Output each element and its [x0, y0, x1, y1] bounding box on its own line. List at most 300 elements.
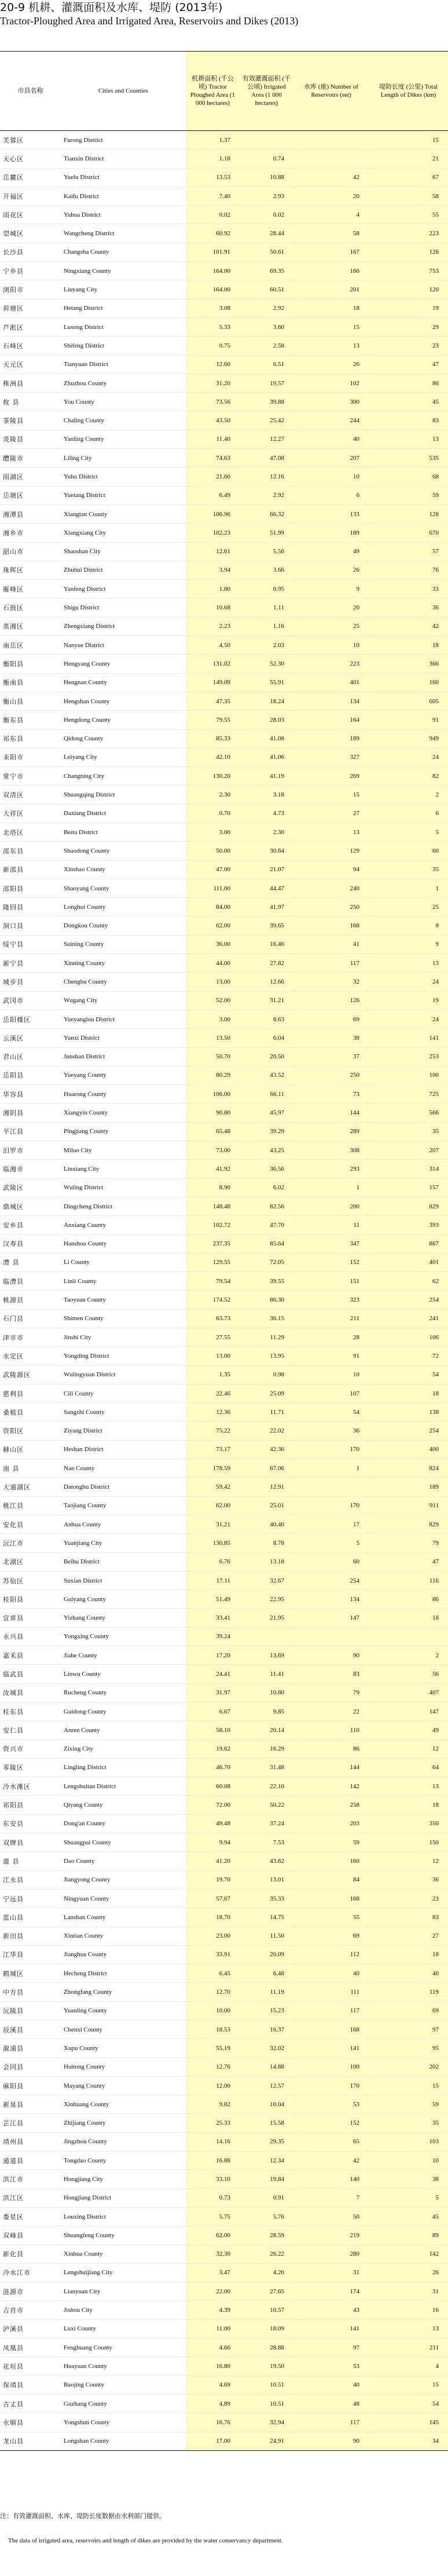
cell-name-cn: 芙蓉区: [0, 131, 61, 149]
cell-name-en: Hengyang County: [61, 655, 186, 673]
cell-dike-length: 34: [369, 2432, 448, 2450]
cell-reservoirs: 69: [293, 1010, 369, 1028]
cell-reservoirs: 60: [293, 1552, 369, 1571]
cell-reservoirs: 141: [293, 2319, 369, 2338]
cell-name-cn: 蒸湘区: [0, 617, 61, 635]
cell-name-cn: 湘潭县: [0, 505, 61, 523]
cell-name-en: Yanling County: [61, 430, 186, 448]
table-row: [0, 1721, 448, 1740]
cell-irrigated-area: 31.48: [240, 1758, 293, 1777]
cell-irrigated-area: 2.93: [240, 187, 293, 205]
cell-tractor-ploughed-area: 13.53: [186, 168, 240, 187]
cell-reservoirs: [293, 1627, 369, 1646]
cell-name-cn: 娄星区: [0, 2207, 61, 2226]
cell-name-en: Ningxiang County: [61, 262, 186, 280]
cell-name-cn: 资兴市: [0, 1740, 61, 1758]
cell-tractor-ploughed-area: 3.47: [186, 2263, 240, 2282]
cell-tractor-ploughed-area: 22.46: [186, 1384, 240, 1402]
cell-irrigated-area: 2.03: [240, 636, 293, 655]
cell-name-cn: 珠晖区: [0, 561, 61, 579]
cell-reservoirs: 42: [293, 168, 369, 187]
table-row: [0, 2376, 448, 2394]
cell-name-cn: 华容县: [0, 1085, 61, 1104]
cell-name-en: Yuhu District: [61, 467, 186, 486]
cell-tractor-ploughed-area: 11.00: [186, 2319, 240, 2338]
cell-irrigated-area: 82.56: [240, 1197, 293, 1215]
table-row: [0, 2170, 448, 2188]
cell-name-cn: 津市市: [0, 1328, 61, 1347]
cell-irrigated-area: 10.80: [240, 1683, 293, 1702]
cell-name-cn: 东安县: [0, 1814, 61, 1833]
cell-reservoirs: 144: [293, 1758, 369, 1777]
cell-name-cn: 武冈市: [0, 991, 61, 1010]
cell-name-cn: 衡东县: [0, 711, 61, 729]
cell-name-en: Rucheng County: [61, 1683, 186, 1702]
cell-irrigated-area: 19.84: [240, 2170, 293, 2188]
cell-reservoirs: 4: [293, 206, 369, 224]
cell-name-cn: 永定区: [0, 1347, 61, 1365]
cell-tractor-ploughed-area: 1.35: [186, 1365, 240, 1384]
cell-name-en: Yuetang District: [61, 486, 186, 505]
cell-tractor-ploughed-area: 36.00: [186, 935, 240, 953]
table-row: [0, 1104, 448, 1122]
table-row: [0, 1758, 448, 1777]
cell-reservoirs: 126: [293, 991, 369, 1010]
cell-dike-length: 27: [369, 1927, 448, 1945]
cell-name-en: Yuelu District: [61, 168, 186, 187]
cell-tractor-ploughed-area: 59.42: [186, 1478, 240, 1496]
cell-name-en: Longshan County: [61, 2432, 186, 2450]
cell-reservoirs: 86: [293, 1740, 369, 1758]
cell-dike-length: 829: [369, 1515, 448, 1533]
cell-irrigated-area: 3.18: [240, 785, 293, 804]
cell-irrigated-area: 51.99: [240, 524, 293, 542]
cell-name-en: Lianyuan City: [61, 2282, 186, 2301]
cell-name-en: Yongxing County: [61, 1627, 186, 1646]
cell-reservoirs: 152: [293, 2114, 369, 2132]
cell-name-en: Dongkou County: [61, 916, 186, 935]
cell-name-en: Yunxi District: [61, 1029, 186, 1047]
cell-name-cn: 冷水滩区: [0, 1777, 61, 1796]
cell-name-en: Zhijiang County: [61, 2114, 186, 2132]
cell-dike-length: 254: [369, 1291, 448, 1309]
cell-irrigated-area: 19.57: [240, 374, 293, 392]
cell-tractor-ploughed-area: 14.16: [186, 2132, 240, 2151]
table-row: [0, 2151, 448, 2170]
table-row: [0, 1047, 448, 1066]
cell-name-cn: 天心区: [0, 149, 61, 168]
cell-name-cn: 湘乡市: [0, 524, 61, 542]
cell-tractor-ploughed-area: 129.55: [186, 1253, 240, 1271]
cell-tractor-ploughed-area: 5.75: [186, 2207, 240, 2226]
cell-name-en: Tongdao County: [61, 2151, 186, 2170]
cell-name-en: Luxi County: [61, 2319, 186, 2338]
cell-name-en: Zixing City: [61, 1740, 186, 1758]
cell-reservoirs: 168: [293, 1889, 369, 1908]
cell-irrigated-area: 85.64: [240, 1234, 293, 1253]
cell-irrigated-area: 20.50: [240, 1047, 293, 1066]
cell-reservoirs: 55: [293, 1908, 369, 1927]
cell-dike-length: 4: [369, 2357, 448, 2376]
table-row: [0, 149, 448, 168]
cell-name-en: Junshan District: [61, 1047, 186, 1066]
cell-irrigated-area: 12.27: [240, 430, 293, 448]
cell-name-cn: 武陵源区: [0, 1365, 61, 1384]
cell-name-cn: 桃源县: [0, 1291, 61, 1309]
cell-dike-length: 147: [369, 1702, 448, 1720]
cell-tractor-ploughed-area: 73.56: [186, 393, 240, 411]
table-row: [0, 1010, 448, 1028]
cell-tractor-ploughed-area: 174.52: [186, 1291, 240, 1309]
cell-irrigated-area: 66.32: [240, 505, 293, 523]
cell-tractor-ploughed-area: 4.39: [186, 2301, 240, 2319]
cell-name-cn: 大通湖区: [0, 1478, 61, 1496]
cell-name-cn: 吉首市: [0, 2301, 61, 2319]
cell-name-cn: 保靖县: [0, 2376, 61, 2394]
cell-irrigated-area: 47.70: [240, 1216, 293, 1234]
cell-tractor-ploughed-area: 0.02: [186, 206, 240, 224]
cell-name-en: Guzhang County: [61, 2394, 186, 2413]
cell-dike-length: 605: [369, 692, 448, 710]
cell-reservoirs: 147: [293, 1609, 369, 1627]
table-row: [0, 1253, 448, 1271]
cell-name-cn: 衡阳县: [0, 655, 61, 673]
cell-reservoirs: 327: [293, 748, 369, 766]
cell-name-cn: 双清区: [0, 785, 61, 804]
cell-irrigated-area: 25.09: [240, 1384, 293, 1402]
table-row: [0, 1590, 448, 1609]
cell-name-cn: 宁远县: [0, 1889, 61, 1908]
cell-reservoirs: 83: [293, 1665, 369, 1683]
cell-dike-length: 19: [369, 299, 448, 317]
cell-name-en: Hongjiang District: [61, 2188, 186, 2207]
cell-tractor-ploughed-area: 33.91: [186, 1945, 240, 1964]
cell-irrigated-area: 4.20: [240, 2263, 293, 2282]
cell-irrigated-area: 6.04: [240, 1029, 293, 1047]
cell-name-en: Xintian County: [61, 1927, 186, 1945]
cell-dike-length: 16: [369, 2301, 448, 2319]
table-row: [0, 711, 448, 729]
cell-irrigated-area: 2.58: [240, 337, 293, 355]
cell-name-en: Shimen County: [61, 1309, 186, 1328]
cell-tractor-ploughed-area: 58.10: [186, 1721, 240, 1740]
cell-name-en: Linxiang City: [61, 1160, 186, 1178]
cell-name-en: Tianyuan District: [61, 355, 186, 374]
cell-reservoirs: 203: [293, 1814, 369, 1833]
cell-tractor-ploughed-area: 13.00: [186, 973, 240, 991]
table-row: [0, 2039, 448, 2058]
cell-irrigated-area: 10.51: [240, 2376, 293, 2394]
cell-tractor-ploughed-area: 16.88: [186, 2151, 240, 2170]
table-row: [0, 916, 448, 935]
table-row: [0, 449, 448, 467]
cell-dike-length: 45: [369, 393, 448, 411]
cell-tractor-ploughed-area: 1.18: [186, 149, 240, 168]
cell-irrigated-area: 69.35: [240, 262, 293, 280]
cell-irrigated-area: 32.67: [240, 1571, 293, 1590]
cell-tractor-ploughed-area: 12.60: [186, 355, 240, 374]
table-row: [0, 2319, 448, 2338]
cell-tractor-ploughed-area: 4.50: [186, 636, 240, 655]
cell-irrigated-area: 13.95: [240, 1347, 293, 1365]
cell-name-en: Pingjiang County: [61, 1122, 186, 1141]
cell-irrigated-area: 12.34: [240, 2151, 293, 2170]
cell-dike-length: 82: [369, 767, 448, 785]
cell-irrigated-area: 12.66: [240, 973, 293, 991]
cell-name-cn: 溆浦县: [0, 2039, 61, 2058]
statistics-table: [0, 51, 448, 2451]
table-row: [0, 168, 448, 187]
table-row: [0, 2263, 448, 2282]
cell-reservoirs: 73: [293, 1085, 369, 1104]
cell-name-en: Shuangpai County: [61, 1833, 186, 1852]
cell-name-en: Shigu District: [61, 598, 186, 617]
cell-dike-length: 18: [369, 1609, 448, 1627]
cell-reservoirs: 129: [293, 842, 369, 860]
cell-name-en: Taoyuan County: [61, 1291, 186, 1309]
cell-dike-length: 12: [369, 1852, 448, 1870]
cell-dike-length: 867: [369, 1234, 448, 1253]
cell-name-cn: 安仁县: [0, 1721, 61, 1740]
cell-dike-length: 254: [369, 1422, 448, 1440]
table-row: [0, 785, 448, 804]
cell-irrigated-area: 4.73: [240, 804, 293, 823]
cell-irrigated-area: 35.33: [240, 1889, 293, 1908]
table-row: [0, 1459, 448, 1478]
cell-dike-length: 35: [369, 2114, 448, 2132]
cell-name-en: Hengshan County: [61, 692, 186, 710]
cell-name-cn: 永兴县: [0, 1627, 61, 1646]
cell-tractor-ploughed-area: 12.70: [186, 1983, 240, 2001]
cell-tractor-ploughed-area: 7.40: [186, 187, 240, 205]
cell-name-en: Fenghuang County: [61, 2339, 186, 2357]
table-row: [0, 2076, 448, 2095]
cell-name-cn: 鹤城区: [0, 1964, 61, 1983]
table-row: [0, 1964, 448, 1983]
cell-irrigated-area: 16.46: [240, 935, 293, 953]
cell-name-en: Xinhua County: [61, 2245, 186, 2263]
cell-name-cn: 沅陵县: [0, 2001, 61, 2020]
cell-dike-length: 42: [369, 617, 448, 635]
cell-irrigated-area: 1.11: [240, 598, 293, 617]
cell-name-cn: 君山区: [0, 1047, 61, 1066]
cell-reservoirs: 97: [293, 2339, 369, 2357]
cell-tractor-ploughed-area: 55.19: [186, 2039, 240, 2058]
cell-dike-length: 24: [369, 973, 448, 991]
cell-irrigated-area: 11.19: [240, 1983, 293, 2001]
cell-name-en: Lengshuijiang City: [61, 2263, 186, 2282]
cell-tractor-ploughed-area: 12.00: [186, 2076, 240, 2095]
cell-tractor-ploughed-area: 2.30: [186, 785, 240, 804]
cell-irrigated-area: 9.85: [240, 1702, 293, 1720]
cell-irrigated-area: 6.02: [240, 1178, 293, 1197]
cell-name-en: Longhui County: [61, 898, 186, 916]
cell-reservoirs: 40: [293, 430, 369, 448]
cell-irrigated-area: 18.24: [240, 692, 293, 710]
table-row: [0, 486, 448, 505]
table-row: [0, 991, 448, 1010]
cell-irrigated-area: 10.88: [240, 168, 293, 187]
cell-dike-length: 58: [369, 187, 448, 205]
cell-irrigated-area: 6.51: [240, 355, 293, 374]
table-row: [0, 1216, 448, 1234]
cell-name-en: Xinning County: [61, 954, 186, 973]
cell-dike-length: 253: [369, 1047, 448, 1066]
cell-tractor-ploughed-area: 0.73: [186, 2188, 240, 2207]
table-row: [0, 131, 448, 149]
cell-name-en: Qiyang County: [61, 1796, 186, 1814]
table-row: [0, 1066, 448, 1084]
cell-reservoirs: 42: [293, 2151, 369, 2170]
cell-irrigated-area: 8.63: [240, 1010, 293, 1028]
cell-dike-length: 13: [369, 2319, 448, 2338]
cell-dike-length: 566: [369, 1104, 448, 1122]
cell-name-cn: 开福区: [0, 187, 61, 205]
cell-reservoirs: 50: [293, 2207, 369, 2226]
cell-dike-length: 725: [369, 1085, 448, 1104]
cell-dike-length: 119: [369, 1983, 448, 2001]
cell-name-en: Lusong District: [61, 317, 186, 336]
cell-irrigated-area: 21.95: [240, 1609, 293, 1627]
cell-dike-length: 40: [369, 1964, 448, 1983]
table-row: [0, 580, 448, 598]
cell-name-cn: 蓝山县: [0, 1908, 61, 1927]
cell-name-en: Changning City: [61, 767, 186, 785]
cell-reservoirs: 54: [293, 1403, 369, 1422]
cell-tractor-ploughed-area: 148.48: [186, 1197, 240, 1215]
cell-name-en: Nan County: [61, 1459, 186, 1478]
table-row: [0, 2001, 448, 2020]
table-row: [0, 1889, 448, 1908]
cell-name-en: Lengshuitan District: [61, 1777, 186, 1796]
cell-dike-length: 141: [369, 1029, 448, 1047]
cell-dike-length: 54: [369, 1365, 448, 1384]
cell-reservoirs: 111: [293, 1983, 369, 2001]
cell-irrigated-area: 11.50: [240, 1927, 293, 1945]
cell-reservoirs: 200: [293, 1197, 369, 1215]
cell-reservoirs: 170: [293, 1496, 369, 1515]
cell-irrigated-area: 55.91: [240, 673, 293, 692]
cell-dike-length: 18: [369, 1945, 448, 1964]
cell-name-cn: 长沙县: [0, 243, 61, 261]
table-row: [0, 1178, 448, 1197]
cell-dike-length: 26: [369, 2263, 448, 2282]
cell-reservoirs: 269: [293, 767, 369, 785]
cell-irrigated-area: 13.01: [240, 1870, 293, 1889]
table-row: [0, 2357, 448, 2376]
cell-name-cn: 双牌县: [0, 1833, 61, 1852]
cell-name-cn: 江永县: [0, 1870, 61, 1889]
cell-name-en: Wugang City: [61, 991, 186, 1010]
cell-name-cn: 涟源市: [0, 2282, 61, 2301]
cell-dike-length: 76: [369, 561, 448, 579]
cell-irrigated-area: 20.09: [240, 1945, 293, 1964]
table-row: [0, 524, 448, 542]
cell-irrigated-area: 72.05: [240, 1253, 293, 1271]
cell-dike-length: 911: [369, 1496, 448, 1515]
cell-tractor-ploughed-area: 42.10: [186, 748, 240, 766]
cell-name-cn: 桃江县: [0, 1496, 61, 1515]
cell-tractor-ploughed-area: 17.11: [186, 1571, 240, 1590]
table-row: [0, 1627, 448, 1646]
cell-name-en: Huayuan County: [61, 2357, 186, 2376]
cell-irrigated-area: 12.91: [240, 1478, 293, 1496]
cell-tractor-ploughed-area: 62.00: [186, 1496, 240, 1515]
table-row: [0, 2339, 448, 2357]
cell-reservoirs: 32: [293, 973, 369, 991]
cell-reservoirs: 223: [293, 655, 369, 673]
cell-dike-length: 95: [369, 2039, 448, 2058]
cell-irrigated-area: 16.37: [240, 2020, 293, 2038]
cell-name-en: Yongding District: [61, 1347, 186, 1365]
cell-dike-length: 23: [369, 337, 448, 355]
cell-reservoirs: 18: [293, 299, 369, 317]
cell-irrigated-area: 37.24: [240, 1814, 293, 1833]
cell-dike-length: 69: [369, 2001, 448, 2020]
cell-name-cn: 南岳区: [0, 636, 61, 655]
cell-dike-length: 138: [369, 1403, 448, 1422]
cell-reservoirs: 102: [293, 374, 369, 392]
cell-name-cn: 汨罗市: [0, 1141, 61, 1160]
cell-tractor-ploughed-area: 27.55: [186, 1328, 240, 1347]
cell-irrigated-area: 41.08: [240, 729, 293, 748]
cell-dike-length: 72: [369, 1347, 448, 1365]
table-row: [0, 1365, 448, 1384]
cell-name-en: Chaling County: [61, 411, 186, 430]
cell-dike-length: 949: [369, 729, 448, 748]
cell-irrigated-area: 12.57: [240, 2076, 293, 2095]
table-row: [0, 2207, 448, 2226]
cell-tractor-ploughed-area: 31.21: [186, 1515, 240, 1533]
cell-name-cn: 桂阳县: [0, 1590, 61, 1609]
cell-dike-length: 23: [369, 1889, 448, 1908]
cell-name-en: Liling City: [61, 449, 186, 467]
cell-irrigated-area: 36.15: [240, 1309, 293, 1328]
cell-name-en: Suxian District: [61, 1571, 186, 1590]
cell-name-cn: 靖州县: [0, 2132, 61, 2151]
cell-reservoirs: 107: [293, 1384, 369, 1402]
cell-irrigated-area: 28.44: [240, 224, 293, 243]
cell-tractor-ploughed-area: 12.36: [186, 1403, 240, 1422]
cell-reservoirs: 27: [293, 804, 369, 823]
cell-irrigated-area: [240, 131, 293, 149]
table-row: [0, 2132, 448, 2151]
cell-tractor-ploughed-area: 79.54: [186, 1272, 240, 1291]
cell-name-en: Yueyang County: [61, 1066, 186, 1084]
cell-name-en: Huarong County: [61, 1085, 186, 1104]
cell-name-en: Dong'an County: [61, 1814, 186, 1833]
cell-tractor-ploughed-area: 17.20: [186, 1646, 240, 1665]
cell-tractor-ploughed-area: 31.20: [186, 374, 240, 392]
cell-name-cn: 城步县: [0, 973, 61, 991]
table-row: [0, 1122, 448, 1141]
cell-tractor-ploughed-area: 149.09: [186, 673, 240, 692]
cell-name-en: Hecheng District: [61, 1964, 186, 1983]
cell-tractor-ploughed-area: 10.68: [186, 598, 240, 617]
cell-name-cn: 浏阳市: [0, 280, 61, 299]
cell-dike-length: 401: [369, 1253, 448, 1271]
cell-tractor-ploughed-area: 73.17: [186, 1440, 240, 1459]
table-row: [0, 1141, 448, 1160]
cell-name-en: Xiangtan County: [61, 505, 186, 523]
cell-name-cn: 苏仙区: [0, 1571, 61, 1590]
cell-name-cn: 凤凰县: [0, 2339, 61, 2357]
cell-dike-length: 211: [369, 2339, 448, 2357]
cell-dike-length: 128: [369, 505, 448, 523]
table-row: [0, 1440, 448, 1459]
cell-irrigated-area: 10.57: [240, 2301, 293, 2319]
table-row: [0, 767, 448, 785]
